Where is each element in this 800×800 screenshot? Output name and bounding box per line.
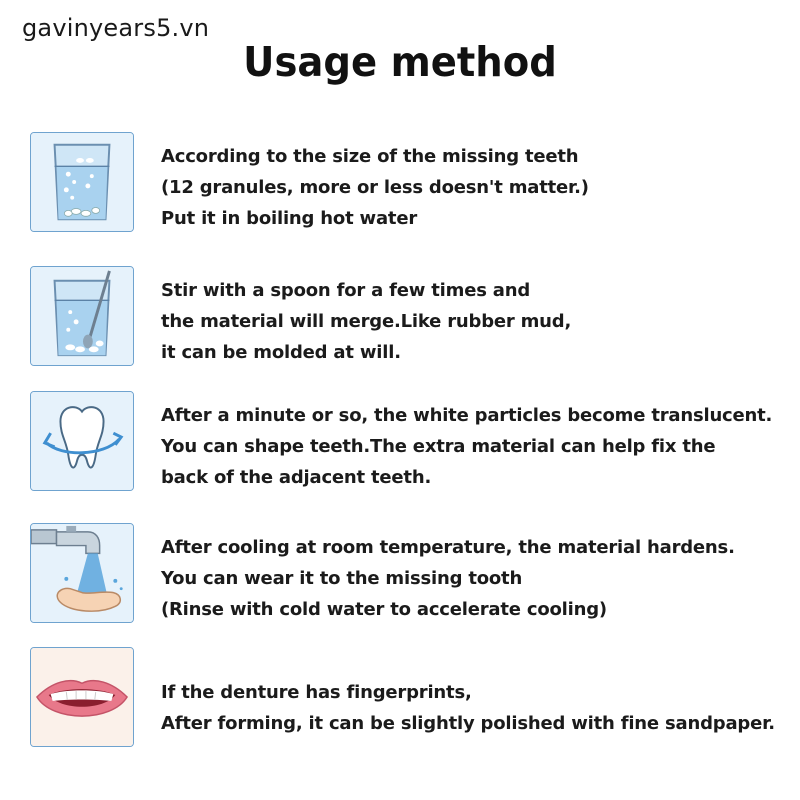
faucet-hands-icon <box>30 523 134 623</box>
step-4-line-2: You can wear it to the missing tooth <box>161 568 523 589</box>
step-1-text <box>161 141 589 234</box>
step-1-line-2: (12 granules, more or less doesn't matter.) <box>161 177 589 198</box>
step-5-text <box>161 677 775 739</box>
step-1-line-3: Put it in boiling hot water <box>161 208 418 229</box>
step-5-line-1: If the denture has fingerprints, <box>161 682 472 703</box>
step-2-line-2: the material will merge.Like rubber mud, <box>161 311 572 332</box>
step-2-line-1: Stir with a spoon for a few times and <box>161 280 531 301</box>
glass-spoon-icon <box>30 266 134 366</box>
step-4-text <box>161 532 735 625</box>
step-3-text <box>161 400 772 493</box>
step-2-line-3: it can be molded at will. <box>161 342 401 363</box>
watermark: gavinyears5.vn <box>22 14 210 42</box>
step-3 <box>30 391 790 495</box>
step-2-text <box>161 275 571 368</box>
step-4-line-3: (Rinse with cold water to accelerate cooling) <box>161 599 607 620</box>
step-1 <box>30 132 790 236</box>
step-5-line-2: After forming, it can be slightly polished with fine sandpaper. <box>161 713 775 734</box>
step-5 <box>30 647 790 751</box>
step-3-line-2: You can shape teeth.The extra material can help fix the <box>161 436 716 457</box>
page-title: Usage method <box>243 38 557 86</box>
tooth-icon <box>30 391 134 491</box>
smile-teeth-icon <box>30 647 134 747</box>
step-4-line-1: After cooling at room temperature, the material hardens. <box>161 537 735 558</box>
glass-granules-icon <box>30 132 134 232</box>
step-4 <box>30 523 790 627</box>
step-1-line-1: According to the size of the missing teeth <box>161 146 579 167</box>
step-3-line-3: back of the adjacent teeth. <box>161 467 432 488</box>
step-3-line-1: After a minute or so, the white particles become translucent. <box>161 405 773 426</box>
step-2 <box>30 266 790 370</box>
